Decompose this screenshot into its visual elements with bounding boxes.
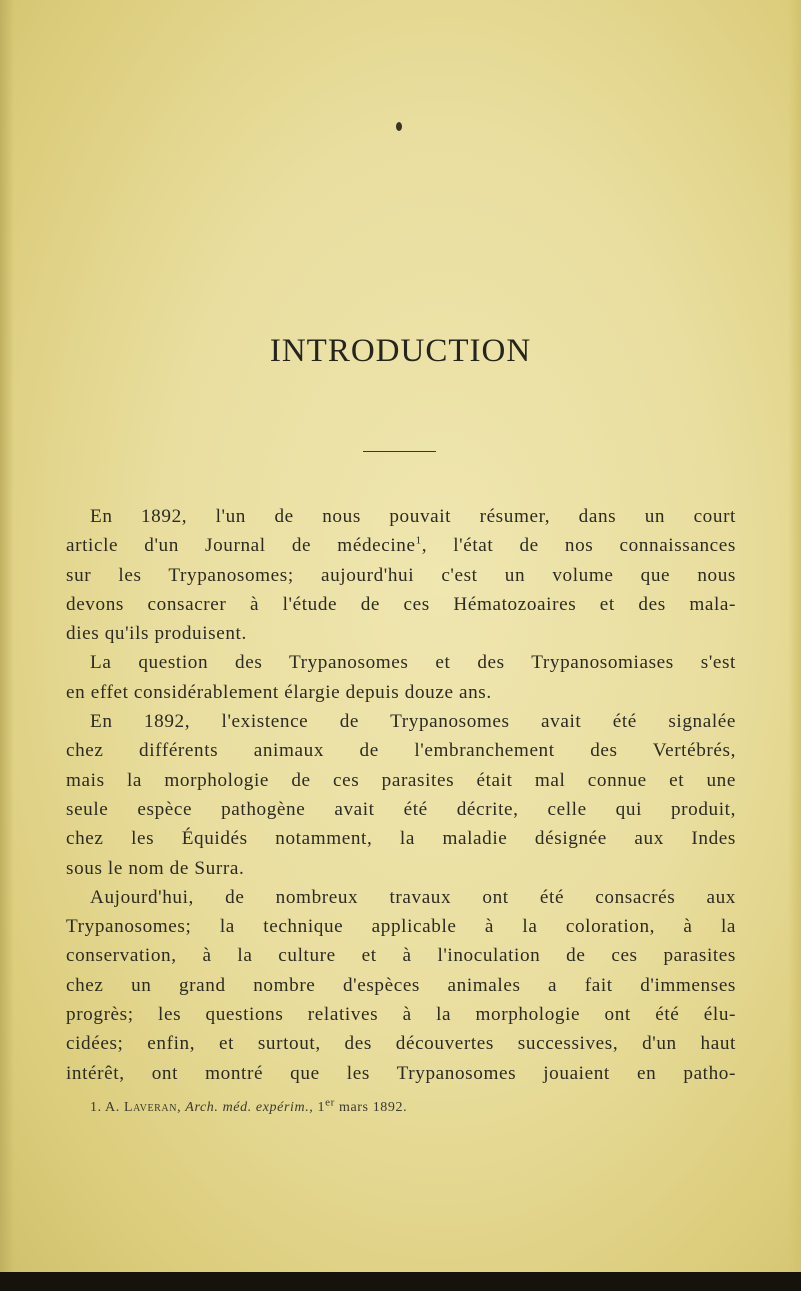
text-line: conservation, à la culture et à l'inoculation de ces parasites [66, 945, 736, 967]
footnote-date: mars 1892. [338, 1100, 408, 1115]
text-line: intérêt, ont montré que les Trypanosomes jouaient en patho- [66, 1062, 736, 1084]
footnote-day-suffix: er [325, 1096, 335, 1109]
text-line: chez un grand nombre d'espèces animales a fait d'immenses [66, 974, 736, 996]
body-text [66, 502, 736, 1088]
chapter-title: INTRODUCTION [269, 333, 532, 369]
text-line: chez différents animaux de l'embranchement des Vertébrés, [66, 740, 736, 762]
footnote-author: Laveran, [123, 1100, 182, 1115]
text-line [66, 531, 736, 560]
footnote-author-initial: A. [105, 1100, 120, 1115]
text-line: mais la morphologie de ces parasites était mal connue et une [66, 769, 736, 791]
text-line: La question des Trypanosomes et des Trypanosomiases s'est [90, 652, 736, 674]
text-line: En 1892, l'existence de Trypanosomes avait été signalée [90, 711, 736, 733]
page-left-shadow [0, 0, 14, 1291]
text-line: sous le nom de Surra. [66, 857, 245, 879]
text-line: chez les Équidés notamment, la maladie désignée aux Indes [66, 828, 736, 850]
text-line: En 1892, l'un de nous pouvait résumer, dans un court [90, 506, 736, 527]
title-rule [363, 451, 436, 452]
text-line: Trypanosomes; la technique applicable à la coloration, à la [66, 916, 736, 938]
footnote-day: 1 [317, 1100, 326, 1115]
text-line: devons consacrer à l'étude de ces Hématozoaires et des mala- [66, 593, 736, 615]
ink-speck [396, 122, 402, 131]
text-line: seule espèce pathogène avait été décrite, celle qui produit, [66, 798, 736, 820]
footnote [90, 1096, 408, 1116]
paragraph-4 [66, 883, 736, 1088]
text-line-part: article d'un Journal de médecine [66, 535, 416, 557]
paragraph-2 [66, 648, 736, 707]
footnote-number: 1. [90, 1100, 102, 1115]
scan-bottom-edge [0, 1272, 801, 1291]
page-right-edge [788, 0, 801, 1291]
text-line: sur les Trypanosomes; aujourd'hui c'est un volume que nous [66, 564, 736, 586]
text-line: Aujourd'hui, de nombreux travaux ont été consacrés aux [90, 886, 736, 908]
text-line: dies qu'ils produisent. [66, 623, 247, 645]
footnote-marker: 1 [415, 534, 422, 547]
paragraph-3 [66, 707, 736, 883]
footnote-journal: Arch. méd. expérim., [185, 1100, 314, 1115]
paragraph-1 [66, 502, 736, 648]
text-line-part: , l'état de nos connaissances [421, 535, 736, 557]
text-line: cidées; enfin, et surtout, des découvertes successives, d'un haut [66, 1033, 736, 1055]
text-line: progrès; les questions relatives à la morphologie ont été élu- [66, 1004, 736, 1026]
text-line: en effet considérablement élargie depuis douze ans. [66, 681, 492, 703]
